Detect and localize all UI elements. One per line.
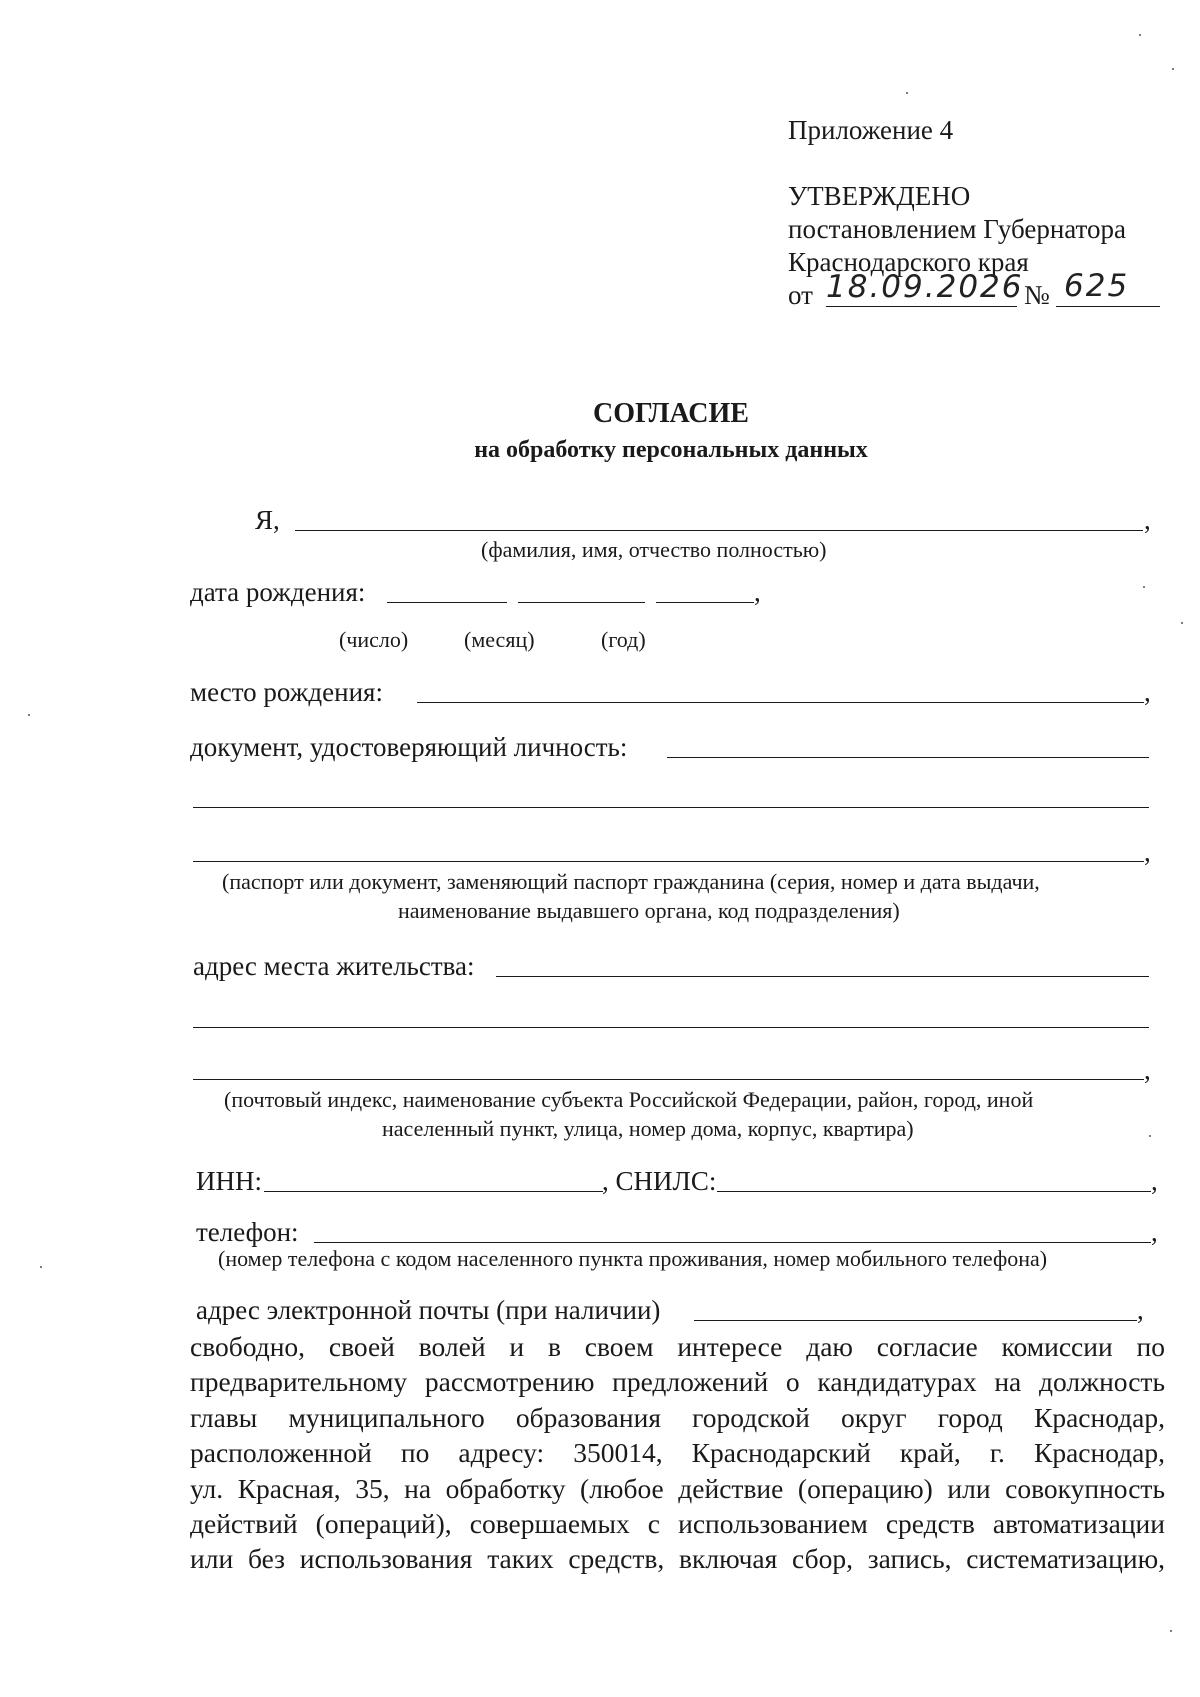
inn-label: ИНН: <box>196 1166 262 1196</box>
month-hint: (месяц) <box>464 627 535 652</box>
address-label: адрес места жительства: <box>193 951 475 981</box>
approved-by-line1: постановлением Губернатора <box>788 214 1126 244</box>
id-doc-field-3[interactable] <box>193 861 1144 862</box>
email-field[interactable] <box>694 1320 1137 1321</box>
consent-line-2: предварительному рассмотрению предложений о кандидатурах на должность <box>190 1366 1165 1398</box>
doc-subtitle: на обработку персональных данных <box>474 437 868 463</box>
birth-day-field[interactable] <box>387 602 507 603</box>
id-doc-comma: , <box>1144 837 1151 867</box>
phone-label: телефон: <box>196 1217 299 1247</box>
birth-place-comma: , <box>1144 677 1151 707</box>
scan-speck <box>28 714 30 716</box>
address-field-1[interactable] <box>496 976 1149 977</box>
scan-speck <box>40 1266 42 1268</box>
address-hint-2: населенный пункт, улица, номер дома, корпус, квартира) <box>382 1116 914 1141</box>
fio-field[interactable] <box>295 530 1143 531</box>
id-doc-label: документ, удостоверяющий личность: <box>190 732 628 762</box>
consent-line-1: свободно, своей волей и в своем интересе даю согласие комиссии по <box>190 1331 1165 1362</box>
approved-label: УТВЕРЖДЕНО <box>788 181 971 211</box>
consent-line-3: главы муниципального образования городской округ город Краснодар, <box>190 1401 1165 1433</box>
birth-date-label: дата рождения: <box>190 577 366 607</box>
address-hint-1: (почтовый индекс, наименование субъекта Российской Федерации, район, город, иной <box>224 1087 1034 1112</box>
birth-date-comma: , <box>754 577 761 607</box>
scan-speck <box>1139 34 1141 36</box>
i-label: Я, <box>255 505 280 535</box>
consent-line-4: расположенной по адресу: 350014, Краснодарский край, г. Краснодар, <box>190 1437 1165 1469</box>
email-comma: , <box>1137 1295 1144 1325</box>
snils-label: , СНИЛС: <box>602 1166 717 1196</box>
scan-speck <box>1149 1135 1151 1137</box>
birth-year-field[interactable] <box>656 602 754 603</box>
inn-field[interactable] <box>264 1191 603 1192</box>
number-prefix: № <box>1024 280 1050 310</box>
id-doc-hint-1: (паспорт или документ, заменяющий паспорт гражданина (серия, номер и дата выдачи, <box>222 869 1040 894</box>
scan-speck <box>906 92 908 94</box>
fio-comma: , <box>1144 505 1151 535</box>
fio-hint: (фамилия, имя, отчество полностью) <box>481 537 827 562</box>
appendix-label: Приложение 4 <box>788 115 954 145</box>
birth-place-label: место рождения: <box>190 677 383 707</box>
phone-comma: , <box>1151 1217 1158 1247</box>
birth-month-field[interactable] <box>518 602 645 603</box>
id-doc-hint-2: наименование выдавшего органа, код подразделения) <box>398 898 900 923</box>
scan-speck <box>1170 1630 1172 1632</box>
scan-speck <box>1181 622 1183 624</box>
id-doc-field-2[interactable] <box>193 807 1149 808</box>
address-field-2[interactable] <box>193 1027 1149 1028</box>
date-underline <box>826 306 1017 307</box>
id-doc-field-1[interactable] <box>667 757 1149 758</box>
handwritten-number: 625 <box>1064 268 1130 304</box>
date-prefix: от <box>788 280 813 310</box>
snils-field[interactable] <box>717 1191 1151 1192</box>
phone-field[interactable] <box>314 1242 1151 1243</box>
consent-paragraph <box>190 1329 1165 1577</box>
scan-speck <box>1143 586 1145 588</box>
year-hint: (год) <box>601 627 646 652</box>
consent-line-6: действий (операций), совершаемых с использованием средств автоматизации <box>190 1507 1165 1539</box>
handwritten-date: 18.09.2026 <box>826 269 1024 305</box>
address-field-3[interactable] <box>193 1079 1144 1080</box>
consent-line-5: ул. Красная, 35, на обработку (любое действие (операцию) или совокупность <box>190 1472 1165 1504</box>
phone-hint: (номер телефона с кодом населенного пункта проживания, номер мобильного телефона) <box>218 1246 1048 1271</box>
birth-place-field[interactable] <box>417 702 1144 703</box>
approved-by-line2: Краснодарского края <box>788 247 1029 277</box>
day-hint: (число) <box>339 627 409 652</box>
snils-comma: , <box>1151 1166 1158 1196</box>
address-comma: , <box>1144 1055 1151 1085</box>
number-underline <box>1056 306 1160 307</box>
doc-title: СОГЛАСИЕ <box>593 398 749 429</box>
scan-speck <box>1172 68 1174 70</box>
consent-line-7: или без использования таких средств, включая сбор, запись, систематизацию, <box>190 1543 1165 1575</box>
email-label: адрес электронной почты (при наличии) <box>196 1295 661 1325</box>
